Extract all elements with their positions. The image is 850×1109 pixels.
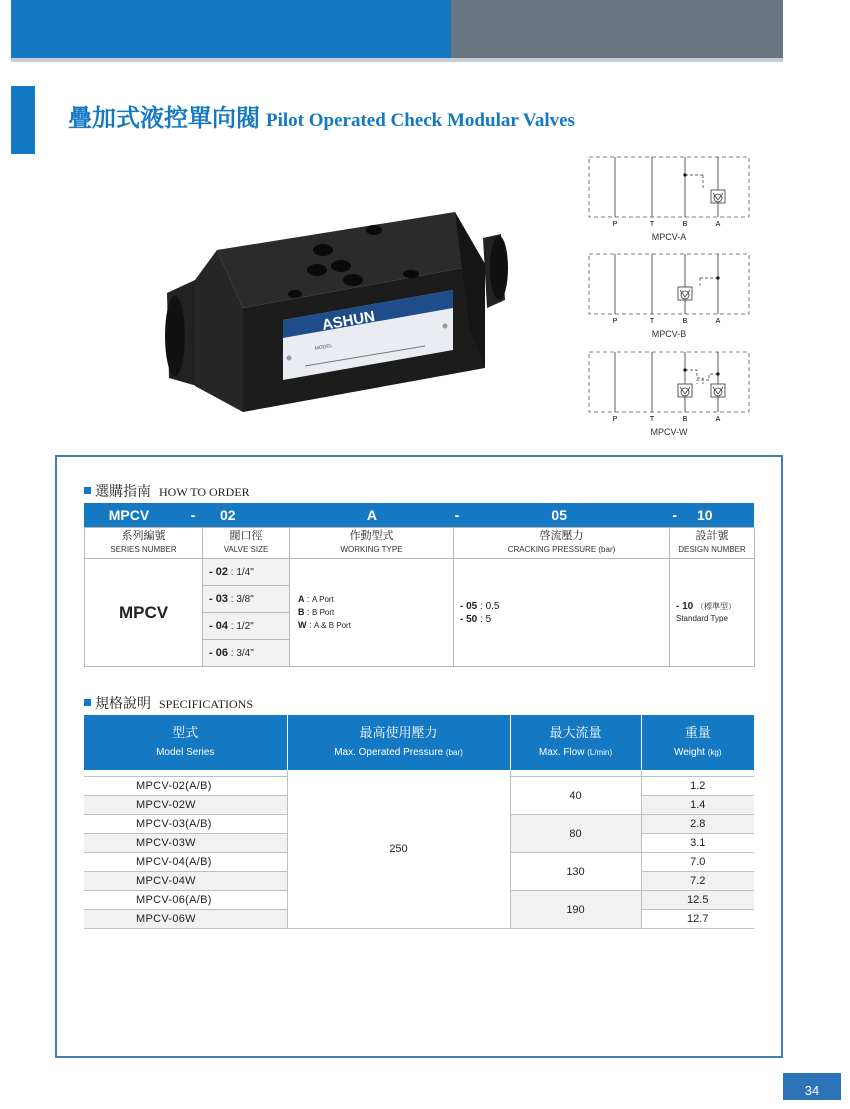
type-code: W <box>298 620 307 630</box>
spec-model: MPCV-04(A/B) <box>84 853 287 872</box>
flow-value: 130 <box>510 853 641 891</box>
size-code: - 04 <box>209 620 228 632</box>
type-desc: A Port <box>312 595 334 604</box>
page-number: 34 <box>783 1073 841 1100</box>
type-option: B : B Port <box>298 607 335 617</box>
pressure-code: - 05 <box>460 600 478 612</box>
pressure-desc: 0.5 <box>485 600 500 612</box>
col-size <box>203 528 290 559</box>
symbol-mpcv-b <box>585 252 753 342</box>
size-desc: 1/4" <box>236 567 254 578</box>
spec-col-unit: (bar) <box>445 747 463 757</box>
size-option: - 03 : 3/8" <box>203 586 290 613</box>
port-label-t: T <box>649 221 655 227</box>
code-dash: - <box>190 507 196 523</box>
order-row <box>85 559 755 586</box>
spec-col-en: Max. Operated Pressure <box>334 746 444 758</box>
pressure-desc: 5 <box>485 613 492 625</box>
order-code-bar <box>84 503 754 527</box>
spec-col-unit: (kg) <box>707 747 722 757</box>
col-label-cn: 閥口徑 <box>229 530 263 542</box>
size-desc: 3/8" <box>236 594 254 605</box>
type-desc: A & B Port <box>314 621 351 630</box>
code-size: 02 <box>220 507 236 523</box>
bullet-square-icon <box>84 699 91 706</box>
flow-value: 40 <box>510 777 641 815</box>
col-label-en: WORKING TYPE <box>340 545 403 554</box>
col-series <box>85 528 203 559</box>
pressure-code: - 50 <box>460 613 478 625</box>
flow-value: 190 <box>510 891 641 929</box>
page-title <box>68 98 575 133</box>
port-label-t: T <box>649 318 655 324</box>
spec-model: MPCV-06(A/B) <box>84 891 287 910</box>
col-label-en: VALVE SIZE <box>223 545 269 554</box>
spec-col-unit: (L/min) <box>587 747 613 757</box>
size-code: - 06 <box>209 647 228 659</box>
brand-logo-text: ASHUN <box>320 307 377 334</box>
weight-value: 1.4 <box>641 796 754 815</box>
specifications-table-wrap <box>84 715 754 929</box>
header-rule <box>11 58 783 62</box>
spec-model: MPCV-03(A/B) <box>84 815 287 834</box>
weight-value: 12.5 <box>641 891 754 910</box>
order-table <box>84 527 755 667</box>
port-label-p: P <box>612 318 618 324</box>
size-desc: 1/2" <box>236 621 254 632</box>
size-option: - 04 : 1/2" <box>203 613 290 640</box>
how-to-order-heading-cn: 選購指南 <box>95 483 151 499</box>
type-code: A <box>298 594 305 604</box>
design-option <box>670 559 755 667</box>
col-label-en: CRACKING PRESSURE (bar) <box>507 545 616 554</box>
port-label-p: P <box>612 416 618 422</box>
col-label-en: DESIGN NUMBER <box>678 545 746 554</box>
how-to-order-heading <box>84 481 250 501</box>
type-desc: B Port <box>312 608 335 617</box>
symbol-caption: MPCV-B <box>651 329 687 339</box>
type-option: W : A & B Port <box>298 620 351 630</box>
weight-value: 1.2 <box>641 777 754 796</box>
flow-value: 80 <box>510 815 641 853</box>
size-desc: 3/4" <box>236 648 254 659</box>
spec-model: MPCV-02(A/B) <box>84 777 287 796</box>
col-label-cn: 作動型式 <box>349 530 394 542</box>
code-series: MPCV <box>108 507 150 523</box>
port-label-p: P <box>612 221 618 227</box>
code-dash: - <box>672 507 677 523</box>
code-design: 10 <box>697 507 713 523</box>
spec-col-weight <box>641 715 754 770</box>
port-label-a: A <box>715 416 721 422</box>
title-accent-bar <box>11 86 35 154</box>
specifications-table <box>84 715 754 929</box>
pressure-option: - 05 : 0.5 <box>460 600 500 612</box>
weight-value: 2.8 <box>641 815 754 834</box>
port-label-b: B <box>682 416 688 422</box>
weight-value: 12.7 <box>641 910 754 929</box>
size-option: - 06 : 3/4" <box>203 640 290 667</box>
spec-col-cn: 最大流量 <box>549 724 602 740</box>
pressure-options <box>454 559 670 667</box>
col-label-cn: 設計號 <box>695 530 729 542</box>
page-title-cn: 疊加式液控單向閥 <box>68 104 260 132</box>
size-code: - 03 <box>209 593 228 605</box>
header-band-gray <box>397 0 783 58</box>
spec-col-flow <box>510 715 641 770</box>
port-label-t: T <box>649 416 655 422</box>
type-option: A : A Port <box>298 594 334 604</box>
spec-header-row <box>84 715 754 770</box>
weight-value: 3.1 <box>641 834 754 853</box>
pressure-value: 250 <box>287 770 510 929</box>
header-band-blue <box>11 0 451 58</box>
weight-value: 7.0 <box>641 853 754 872</box>
type-code: B <box>298 607 305 617</box>
design-code: - 10 <box>676 600 694 612</box>
spec-col-cn: 最高使用壓力 <box>359 724 438 740</box>
spec-col-en: Model Series <box>156 746 215 758</box>
product-photo <box>155 208 525 423</box>
symbol-mpcv-w <box>585 350 753 440</box>
spec-col-en: Max. Flow <box>538 746 585 758</box>
specifications-heading-en: SPECIFICATIONS <box>159 697 254 711</box>
design-note-cn: （標準型） <box>696 601 737 611</box>
specifications-heading <box>84 693 253 713</box>
col-label-en: SERIES NUMBER <box>110 545 177 554</box>
col-design <box>670 528 755 559</box>
spec-model: MPCV-04W <box>84 872 287 891</box>
col-pressure <box>454 528 670 559</box>
port-label-a: A <box>715 221 721 227</box>
col-type <box>290 528 454 559</box>
spec-col-cn: 重量 <box>684 724 711 740</box>
col-label-cn: 啓流壓力 <box>539 530 584 542</box>
code-dash: - <box>454 507 460 523</box>
page-title-en: Pilot Operated Check Modular Valves <box>266 110 575 131</box>
size-code: - 02 <box>209 566 228 578</box>
bullet-square-icon <box>84 487 91 494</box>
type-options <box>290 559 454 667</box>
order-code-table <box>84 503 754 667</box>
pressure-option: - 50 : 5 <box>460 613 492 625</box>
series-value: MPCV <box>85 559 203 667</box>
symbol-caption: MPCV-A <box>651 232 687 242</box>
how-to-order-heading-en: HOW TO ORDER <box>159 485 250 499</box>
col-label-cn: 系列編號 <box>121 530 166 542</box>
port-label-b: B <box>682 221 688 227</box>
symbol-mpcv-a <box>585 155 753 245</box>
port-label-a: A <box>715 318 721 324</box>
spec-model: MPCV-03W <box>84 834 287 853</box>
spec-col-cn: 型式 <box>172 724 199 740</box>
code-pressure: 05 <box>551 507 567 523</box>
spec-col-en: Weight <box>673 746 705 758</box>
design-note-en: Standard Type <box>676 613 728 623</box>
spec-model: MPCV-02W <box>84 796 287 815</box>
specifications-heading-cn: 規格說明 <box>95 695 151 711</box>
plate-model-label: MODEL <box>314 342 333 352</box>
code-type: A <box>366 507 377 523</box>
port-label-b: B <box>682 318 688 324</box>
size-option: - 02 : 1/4" <box>203 559 290 586</box>
spec-model: MPCV-06W <box>84 910 287 929</box>
spec-col-model <box>84 715 287 770</box>
order-header-row <box>85 528 755 559</box>
symbol-caption: MPCV-W <box>650 427 688 437</box>
spec-col-pressure <box>287 715 510 770</box>
weight-value: 7.2 <box>641 872 754 891</box>
